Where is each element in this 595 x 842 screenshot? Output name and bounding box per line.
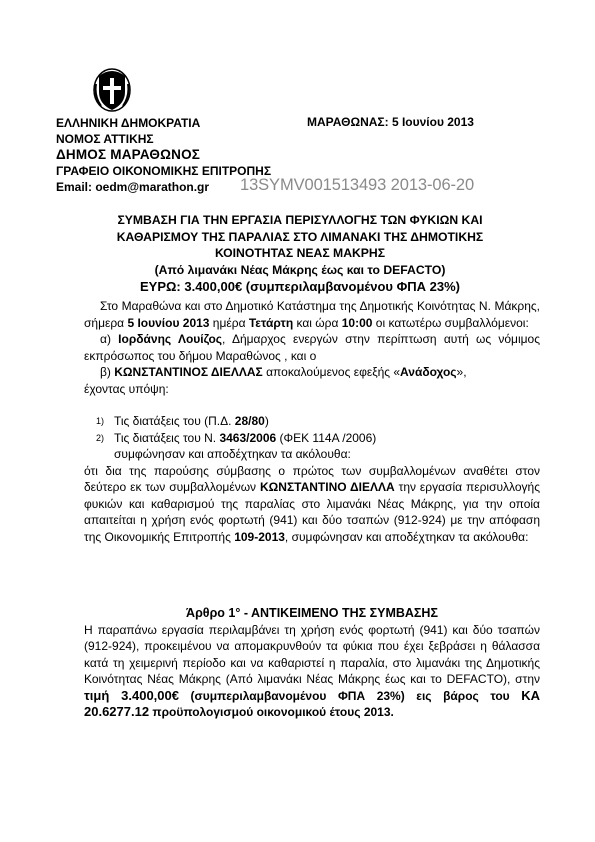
intro-time: 10:00 (341, 315, 373, 330)
article-text: (συμπεριλαμβανομένου ΦΠΑ 23%) εις βάρος του (178, 688, 522, 703)
budget-code: ΚΑ 20.6277.12 (84, 687, 540, 719)
list-number: 2) (96, 432, 105, 443)
list-ref: 3463/2006 (219, 430, 277, 445)
contract-body (84, 298, 540, 545)
article-1-title: Άρθρο 1° - ΑΝΤΙΚΕΙΜΕΝΟ ΤΗΣ ΣΥΜΒΑΣΗΣ (186, 606, 438, 620)
title-line-3: ΚΟΙΝΟΤΗΤΑΣ ΝΕΑΣ ΜΑΚΡΗΣ (214, 246, 386, 260)
party-b-end: », (456, 365, 467, 379)
intro-text: οι κατωτέρω συμβαλλόμενοι: (372, 315, 529, 330)
list-ref: 28/80 (234, 414, 265, 428)
intro-text: Στο Μαραθώνα και στο Δημοτικό Κατάστημα της Δημοτικής Κοινότητας Ν. Μάκρης, σήμερα (84, 299, 540, 330)
list-text: Τις διατάξεις του Ν. (114, 430, 220, 445)
title-line-1: ΣΥΜΒΑΣΗ ΓΙΑ ΤΗΝ ΕΡΓΑΣΙΑ ΠΕΡΙΣΥΛΛΟΓΗΣ ΤΩΝ ΦΥΚΙΩΝ ΚΑΙ (117, 213, 483, 227)
party-b-name: ΚΩΝΣΤΑΝΤΙΝΟΣ ΔΙΕΛΛΑΣ (114, 365, 263, 379)
contract-price: ΕΥΡΩ: 3.400,00€ (συμπεριλαμβανομένου ΦΠΑ 23%) (139, 279, 461, 294)
article-1 (84, 605, 540, 721)
office-name: ΓΡΑΦΕΙΟ ΟΙΚΟΝΟΜΙΚΗΣ ΕΠΙΤΡΟΠΗΣ (56, 164, 272, 178)
registry-stamp: 13SYMV001513493 2013-06-20 (240, 176, 475, 194)
main-paragraph (84, 463, 540, 546)
party-b-prefix: β) (100, 365, 115, 379)
article-1-text (84, 622, 540, 721)
country-name: ΕΛΛΗΝΙΚΗ ΔΗΜΟΚΡΑΤΙΑ (56, 116, 201, 130)
place-date-value: 5 Ιουνίου 2013 (388, 115, 474, 129)
intro-paragraph (84, 298, 540, 331)
place-date (307, 115, 474, 129)
email-address: Email: oedm@marathon.gr (56, 180, 210, 194)
article-text: Η παραπάνω εργασία περιλαμβάνει τη χρήση ενός φορτωτή (941) και δύο τσαπών (912-924), προκειμένου να απομακρυνθούν τα φύκια που έχει ξεβράσει η θάλασσα κατά τη χειμερινή περίοδο και να καθαριστεί η παραλία, στο λιμανάκι της Δημοτικής Κοινότητας Νέας Μάκρης (Από λιμανάκι Νέας Μάκρης έως και το DEFACTO), στην (84, 622, 540, 686)
intro-day: Τετάρτη (248, 315, 294, 330)
list-number: 1) (96, 416, 105, 426)
legal-basis-list (84, 413, 540, 463)
list-text: (ΦΕΚ 114Α /2006) (276, 430, 377, 445)
having-regard: έχοντας υπόψη: (84, 381, 169, 396)
contract-title (70, 212, 530, 296)
party-a-name: Ιορδάνης Λουίζος (118, 332, 223, 346)
party-b (84, 364, 540, 381)
party-a-text: , Δήμαρχος ενεργών στην περίπτωση αυτή ως νόμιμος εκπρόσωπος του δήμου Μαραθώνος , και ο (84, 332, 540, 363)
party-a (84, 331, 540, 364)
intro-date: 5 Ιουνίου 2013 (127, 315, 210, 330)
title-line-2: ΚΑΘΑΡΙΣΜΟΥ ΤΗΣ ΠΑΡΑΛΙΑΣ ΣΤΟ ΛΙΜΑΝΑΚΙ ΤΗΣ ΔΗΜΟΤΙΚΗΣ (116, 229, 484, 244)
main-text: , συμφώνησαν και αποδέχτηκαν τα ακόλουθα: (284, 529, 529, 544)
decision-number: 109-2013 (234, 529, 285, 544)
list-item (84, 413, 540, 430)
list-text: ) (264, 414, 269, 428)
intro-text: και ώρα (293, 315, 342, 330)
article-price: τιμή 3.400,00€ (84, 687, 179, 703)
party-a-prefix: α) (100, 332, 119, 346)
party-b-text: αποκαλούμενος εφεξής « (262, 365, 401, 379)
prefecture-name: ΝΟΜΟΣ ΑΤΤΙΚΗΣ (56, 132, 154, 146)
place-date-label: ΜΑΡΑΘΩΝΑΣ: (307, 115, 389, 129)
main-text: ότι δια της παρούσης σύμβασης ο πρώτος των συμβαλλομένων αναθέτει στον δεύτερο εκ των συμβαλλομένων (84, 463, 540, 494)
title-subtitle: (Από λιμανάκι Νέας Μάκρης έως και το DEFACTO) (154, 262, 446, 277)
municipality-name: ΔΗΜΟΣ ΜΑΡΑΘΩΝΟΣ (56, 147, 201, 162)
main-text: την εργασία περισυλλογής φυκιών και καθαρισμού της παραλίας στο λιμανάκι Νέας Μάκρης, για την οποία απαιτείται η χρήση ενός φορτωτή (941) και δύο τσαπών (912-924) με την απόφαση της Οικονομικής Επιτροπής (84, 480, 541, 544)
list-item (84, 430, 540, 447)
party-b-role: Ανάδοχος (400, 365, 457, 379)
intro-text: ημέρα (209, 315, 249, 330)
list-text: Τις διατάξεις του (Π.Δ. (114, 414, 235, 428)
agreed-line: συμφώνησαν και αποδέχτηκαν τα ακόλουθα: (114, 447, 351, 461)
article-text: προϋπολογισμού οικονομικού έτους 2013. (149, 705, 394, 719)
contractor-name: ΚΩΝΣΤΑΝΤΙΝΟ ΔΙΕΛΛΑ (259, 480, 395, 494)
greek-emblem-icon (93, 68, 131, 112)
